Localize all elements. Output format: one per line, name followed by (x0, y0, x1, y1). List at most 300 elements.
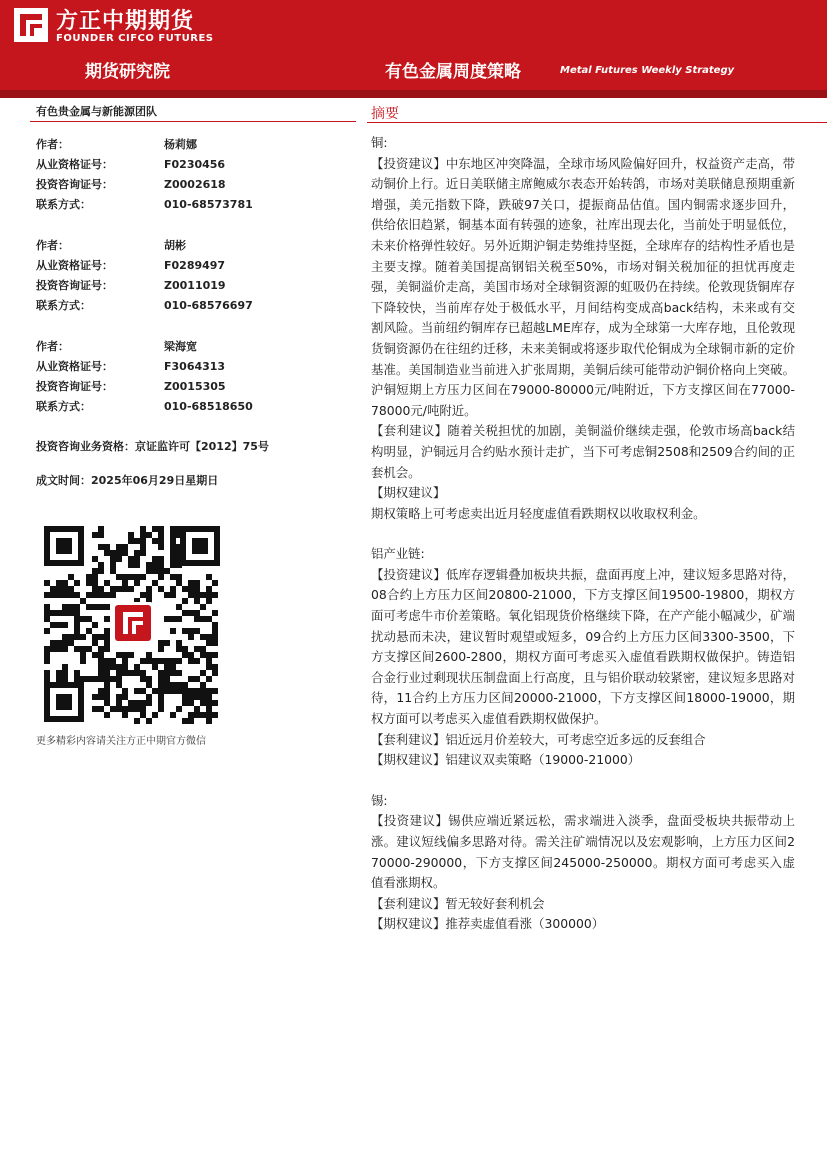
qr-module (164, 676, 170, 682)
qr-module (170, 616, 176, 622)
qr-module (206, 694, 212, 700)
qr-module (80, 598, 86, 604)
field-label: 作者： (36, 138, 69, 151)
qr-module (116, 586, 122, 592)
qr-module (98, 544, 104, 550)
qr-module (62, 670, 68, 676)
consulting-number: Z0015305 (164, 380, 226, 393)
qr-module (188, 700, 194, 706)
qr-module (158, 538, 164, 544)
qr-module (98, 670, 104, 676)
qr-module (176, 526, 182, 532)
qr-module (44, 646, 50, 652)
qr-module (182, 586, 188, 592)
qr-module (74, 610, 80, 616)
qr-module (188, 652, 194, 658)
qr-module (104, 550, 110, 556)
qr-module (182, 628, 188, 634)
qr-module (152, 664, 158, 670)
field-label: 投资咨询证号： (36, 279, 113, 292)
qr-module (206, 700, 212, 706)
qr-module (98, 658, 104, 664)
qr-module (44, 604, 50, 610)
qr-module (56, 580, 62, 586)
qr-module (140, 532, 146, 538)
qr-module (212, 712, 218, 718)
qr-module (56, 622, 62, 628)
qr-module (92, 634, 98, 640)
qr-module (122, 706, 128, 712)
qr-module (140, 688, 146, 694)
qr-module (104, 616, 110, 622)
qr-module (188, 628, 194, 634)
qr-module (74, 646, 80, 652)
qr-module (56, 640, 62, 646)
qr-module (164, 640, 170, 646)
qr-module (86, 628, 92, 634)
qr-module (170, 556, 176, 562)
qr-module (116, 670, 122, 676)
qr-module (122, 574, 128, 580)
team-divider (30, 121, 356, 122)
aluminum-arbitrage-advice: 【套利建议】铝近远月价差较大，可考虑空近多远的反套组合 (371, 731, 706, 747)
qr-module (212, 664, 218, 670)
qr-module (134, 562, 140, 568)
qr-module (146, 586, 152, 592)
qr-module (194, 658, 200, 664)
qr-module (170, 682, 176, 688)
qr-module (134, 556, 140, 562)
qr-module (74, 616, 80, 622)
aluminum-invest-advice: 【投资建议】低库存逻辑叠加板块共振，盘面再度上冲，建议短多思路对待，08合约上方压力区间20800-21000，下方支撑区间19500-19800，期权方面可考虑牛市价差策略。氧化铝现货价格继续下降，在产产能小幅减少，矿端扰动悬而未决，建议暂时观望或短多，09合约上方压力区间3300-3500，下方支撑区间2600-2800，期权方面可考虑买入虚值看跌期权做保护。铸造铝合金行业过剩现状压制盘面上行高度，且与铝价联动较紧密，建议短多思路对待，11合约上方压力区间20000-21000，下方支撑区间18000-19000，期权方面可以考虑买入虚值看跌期权做保护。 (371, 566, 795, 727)
qr-module (206, 592, 212, 598)
qr-module (128, 652, 134, 658)
qr-module (206, 688, 212, 694)
qr-module (200, 688, 206, 694)
qr-module (182, 688, 188, 694)
qr-module (134, 700, 140, 706)
tin-option-advice: 【期权建议】推荐卖虚值看涨（300000） (371, 916, 605, 932)
qr-module (98, 664, 104, 670)
qr-module (98, 586, 104, 592)
qr-module (62, 622, 68, 628)
qr-module (116, 544, 122, 550)
qr-module (200, 682, 206, 688)
qr-module (188, 634, 194, 640)
qr-module (68, 586, 74, 592)
qr-module (92, 640, 98, 646)
qr-module (146, 658, 152, 664)
qr-module (104, 712, 110, 718)
qr-module (158, 586, 164, 592)
report-title: 有色金属周度策略 (385, 62, 521, 82)
qr-module (92, 568, 98, 574)
qr-module (56, 676, 62, 682)
qr-module (206, 616, 212, 622)
qr-module (146, 682, 152, 688)
contact-phone: 010-68518650 (164, 400, 253, 413)
qr-module (206, 652, 212, 658)
qr-module (110, 592, 116, 598)
qr-module (134, 688, 140, 694)
qr-module (98, 688, 104, 694)
report-title-en: Metal Futures Weekly Strategy (560, 65, 735, 76)
qr-module (194, 598, 200, 604)
qr-module (128, 532, 134, 538)
qr-module (104, 658, 110, 664)
qr-module (194, 592, 200, 598)
qr-module (170, 592, 176, 598)
team-name: 有色贵金属与新能源团队 (36, 105, 157, 118)
qr-module (206, 574, 212, 580)
qr-module (122, 658, 128, 664)
qr-module (194, 706, 200, 712)
qr-module (134, 664, 140, 670)
qr-module (98, 646, 104, 652)
qr-module (116, 664, 122, 670)
consulting-number: Z0002618 (164, 178, 226, 191)
qr-module (152, 712, 158, 718)
qr-module (104, 544, 110, 550)
copper-option-heading: 【期权建议】 (371, 485, 446, 501)
qr-finder-top-right (180, 526, 220, 566)
qr-module (62, 664, 68, 670)
qr-module (128, 586, 134, 592)
qr-module (104, 592, 110, 598)
qr-module (74, 622, 80, 628)
qr-module (140, 712, 146, 718)
qr-module (104, 628, 110, 634)
qr-module (50, 592, 56, 598)
qr-module (212, 610, 218, 616)
copper-invest-advice: 【投资建议】中东地区冲突降温，全球市场风险偏好回升，权益资产走高，带动铜价上行。近日美联储主席鲍威尔表态开始转鸽，市场对美联储息预期重新增强，美元指数下降，跌破97关口，提振商品估值。国内铜需求逐步回升，供给依旧趋紧，铜基本面有转强的迹象，社库出现去化，当前处于明显低位，未来价格弹性较好。另外近期沪铜走势维持坚挺，全球库存的结构性矛盾也是主要支撑。随着美国提高钢铝关税至50%，市场对铜关税加征的担忧再度走强，美铜溢价走高，美国市场对全球铜资源的虹吸仍在持续。伦敦现货铜库存下降较快，当前库存处于极低水平，月间结构变成高back结构，未来或有交割风险。当前纽约铜库存已超越LME库存，成为全球第一大库存地，且伦敦现货铜资源仍在往纽约迁移，未来美铜或将逐步取代伦铜成为全球铜市新的定价基准。美国制造业当前进入扩张周期，美铜后续可能带动沪铜价格向上突破。沪铜短期上方压力区间在79000-80000元/吨附近，下方支撑区间在77000-78000元/吨附近。 (371, 155, 795, 418)
founder-logo-icon (14, 8, 48, 42)
qr-module (140, 592, 146, 598)
qr-module (200, 592, 206, 598)
header-divider (0, 90, 827, 98)
qr-module (188, 610, 194, 616)
qr-module (212, 592, 218, 598)
qr-module (68, 634, 74, 640)
qr-module (92, 532, 98, 538)
qr-module (92, 592, 98, 598)
qr-module (44, 628, 50, 634)
qr-module (122, 712, 128, 718)
section-gap (371, 771, 795, 791)
qr-module (164, 592, 170, 598)
qr-module (194, 646, 200, 652)
qr-module (206, 586, 212, 592)
qr-module (116, 676, 122, 682)
qr-module (200, 646, 206, 652)
qr-module (140, 526, 146, 532)
qr-module (200, 616, 206, 622)
contact-phone: 010-68573781 (164, 198, 253, 211)
qr-module (98, 568, 104, 574)
qr-module (146, 676, 152, 682)
qr-module (206, 664, 212, 670)
qr-module (158, 646, 164, 652)
qr-module (122, 694, 128, 700)
qr-module (188, 688, 194, 694)
qr-module (62, 640, 68, 646)
qr-module (128, 562, 134, 568)
author-name: 胡彬 (164, 239, 186, 252)
qr-module (80, 652, 86, 658)
qr-module (104, 646, 110, 652)
qr-module (140, 670, 146, 676)
qr-module (98, 562, 104, 568)
qr-module (44, 616, 50, 622)
qr-module (146, 562, 152, 568)
qr-module (200, 634, 206, 640)
qr-module (74, 670, 80, 676)
qr-module (158, 562, 164, 568)
field-label: 联系方式： (36, 198, 91, 211)
qr-module (200, 652, 206, 658)
qr-module (212, 622, 218, 628)
qr-module (152, 562, 158, 568)
qr-module (206, 640, 212, 646)
summary-title: 摘要 (371, 106, 399, 122)
field-label: 联系方式： (36, 400, 91, 413)
qr-module (170, 532, 176, 538)
qr-module (116, 550, 122, 556)
qr-module (182, 694, 188, 700)
qr-module (164, 682, 170, 688)
qr-module (176, 550, 182, 556)
qr-module (74, 628, 80, 634)
qr-module (158, 682, 164, 688)
qr-module (62, 580, 68, 586)
qr-module (164, 664, 170, 670)
qr-module (98, 694, 104, 700)
qr-module (74, 580, 80, 586)
qr-module (200, 700, 206, 706)
qr-module (182, 610, 188, 616)
brand-name-en: FOUNDER CIFCO FUTURES (56, 33, 214, 44)
qr-module (152, 580, 158, 586)
qr-module (134, 718, 140, 724)
qr-module (74, 676, 80, 682)
qr-module (86, 574, 92, 580)
qr-module (128, 706, 134, 712)
qr-module (44, 676, 50, 682)
qr-module (188, 676, 194, 682)
qr-module (92, 574, 98, 580)
qr-module (80, 646, 86, 652)
qr-module (212, 670, 218, 676)
qr-module (164, 616, 170, 622)
qr-module (134, 574, 140, 580)
qr-module (86, 592, 92, 598)
qr-module (140, 676, 146, 682)
qr-module (200, 604, 206, 610)
qr-module (182, 652, 188, 658)
qr-module (104, 604, 110, 610)
tin-arbitrage-advice: 【套利建议】暂无较好套利机会 (371, 895, 545, 911)
aluminum-option-advice: 【期权建议】铝建议双卖策略（19000-21000） (371, 752, 641, 768)
qr-module (146, 700, 152, 706)
qr-module (92, 676, 98, 682)
qr-module (134, 580, 140, 586)
qr-module (68, 592, 74, 598)
qr-module (86, 580, 92, 586)
qr-module (98, 526, 104, 532)
summary-divider (367, 122, 827, 123)
qr-module (212, 640, 218, 646)
qr-module (104, 688, 110, 694)
qr-module (50, 646, 56, 652)
qr-module (110, 706, 116, 712)
qr-module (56, 670, 62, 676)
qr-module (50, 622, 56, 628)
qr-module (182, 682, 188, 688)
qr-module (92, 652, 98, 658)
qr-module (170, 562, 176, 568)
qr-module (206, 634, 212, 640)
qr-module (62, 610, 68, 616)
qr-module (68, 640, 74, 646)
qr-module (44, 592, 50, 598)
copper-arbitrage-advice: 【套利建议】随着关税担忧的加剧，美铜溢价继续走强，伦敦市场高back结构明显，沪铜远月合约贴水预计走扩，当下可考虑铜2508和2509合约间的正套机会。 (371, 423, 795, 480)
qr-module (44, 658, 50, 664)
qr-module (206, 658, 212, 664)
qr-module (188, 586, 194, 592)
qr-module (152, 526, 158, 532)
qr-module (134, 706, 140, 712)
qr-module (140, 700, 146, 706)
qr-module (140, 538, 146, 544)
qr-module (170, 538, 176, 544)
wechat-qr-code (42, 524, 222, 724)
qr-module (104, 676, 110, 682)
qr-module (104, 580, 110, 586)
section-gap (371, 524, 795, 544)
qr-module (170, 670, 176, 676)
qr-module (152, 688, 158, 694)
qr-module (158, 658, 164, 664)
department-name: 期货研究院 (85, 62, 170, 82)
qr-module (134, 538, 140, 544)
qualification-number: F3064313 (164, 360, 226, 373)
consulting-number: Z0011019 (164, 279, 226, 292)
qr-module (158, 706, 164, 712)
qr-module (98, 592, 104, 598)
qr-module (176, 646, 182, 652)
qr-module (170, 586, 176, 592)
qr-module (68, 610, 74, 616)
author-name: 杨莉娜 (164, 138, 197, 151)
qr-module (176, 556, 182, 562)
qr-module (158, 694, 164, 700)
qr-module (122, 580, 128, 586)
qr-module (176, 574, 182, 580)
qr-module (86, 616, 92, 622)
qr-module (194, 628, 200, 634)
qr-module (80, 676, 86, 682)
qr-module (194, 580, 200, 586)
qr-module (194, 586, 200, 592)
qr-module (122, 544, 128, 550)
qr-module (56, 592, 62, 598)
qr-module (104, 634, 110, 640)
qr-module (158, 532, 164, 538)
qr-module (104, 682, 110, 688)
qr-module (170, 544, 176, 550)
qr-module (194, 712, 200, 718)
qr-module (86, 604, 92, 610)
qr-finder-bottom-left (44, 682, 84, 722)
qr-module (188, 694, 194, 700)
qr-module (212, 628, 218, 634)
qr-module (146, 568, 152, 574)
qr-module (158, 574, 164, 580)
qr-module (176, 670, 182, 676)
qr-module (164, 568, 170, 574)
brand-name-cn: 方正中期期货 (56, 9, 195, 34)
field-label: 联系方式： (36, 299, 91, 312)
qr-module (212, 700, 218, 706)
qr-module (140, 544, 146, 550)
qr-module (74, 592, 80, 598)
field-label: 从业资格证号： (36, 158, 113, 171)
qr-module (50, 586, 56, 592)
qr-module (128, 574, 134, 580)
qr-module (62, 604, 68, 610)
qr-module (44, 610, 50, 616)
qr-module (164, 670, 170, 676)
qualification-number: F0230456 (164, 158, 226, 171)
qr-module (176, 706, 182, 712)
qr-module (146, 652, 152, 658)
qr-module (122, 550, 128, 556)
qr-module (62, 592, 68, 598)
qr-module (92, 706, 98, 712)
qr-module (98, 634, 104, 640)
qr-module (110, 556, 116, 562)
qr-module (56, 586, 62, 592)
qr-module (62, 646, 68, 652)
qr-module (170, 688, 176, 694)
qr-module (134, 550, 140, 556)
qr-module (86, 676, 92, 682)
qr-module (74, 604, 80, 610)
field-label: 投资咨询证号： (36, 178, 113, 191)
qr-module (104, 694, 110, 700)
qr-module (182, 598, 188, 604)
contact-phone: 010-68576697 (164, 299, 253, 312)
qr-module (110, 568, 116, 574)
qr-module (194, 676, 200, 682)
copper-option-advice: 期权策略上可考虑卖出近月轻度虚值看跌期权以收取权利金。 (371, 505, 706, 521)
qr-module (158, 568, 164, 574)
qr-module (122, 688, 128, 694)
qr-module (104, 670, 110, 676)
qr-module (98, 706, 104, 712)
qr-module (158, 556, 164, 562)
qr-module (134, 670, 140, 676)
section-heading-copper: 铜: (371, 135, 388, 150)
qr-caption: 更多精彩内容请关注方正中期官方微信 (36, 736, 206, 747)
qr-module (80, 634, 86, 640)
tin-invest-advice: 【投资建议】锡供应端近紧远松，需求端进入淡季，盘面受板块共振带动上涨。建议短线偏多思路对待。需关注矿端情况以及宏观影响，上方压力区间270000-290000，下方支撑区间245000-250000。期权方面可考虑买入虚值看涨期权。 (371, 813, 795, 891)
qr-module (146, 718, 152, 724)
qr-module (146, 532, 152, 538)
qr-module (158, 670, 164, 676)
qr-module (170, 658, 176, 664)
qr-module (152, 538, 158, 544)
